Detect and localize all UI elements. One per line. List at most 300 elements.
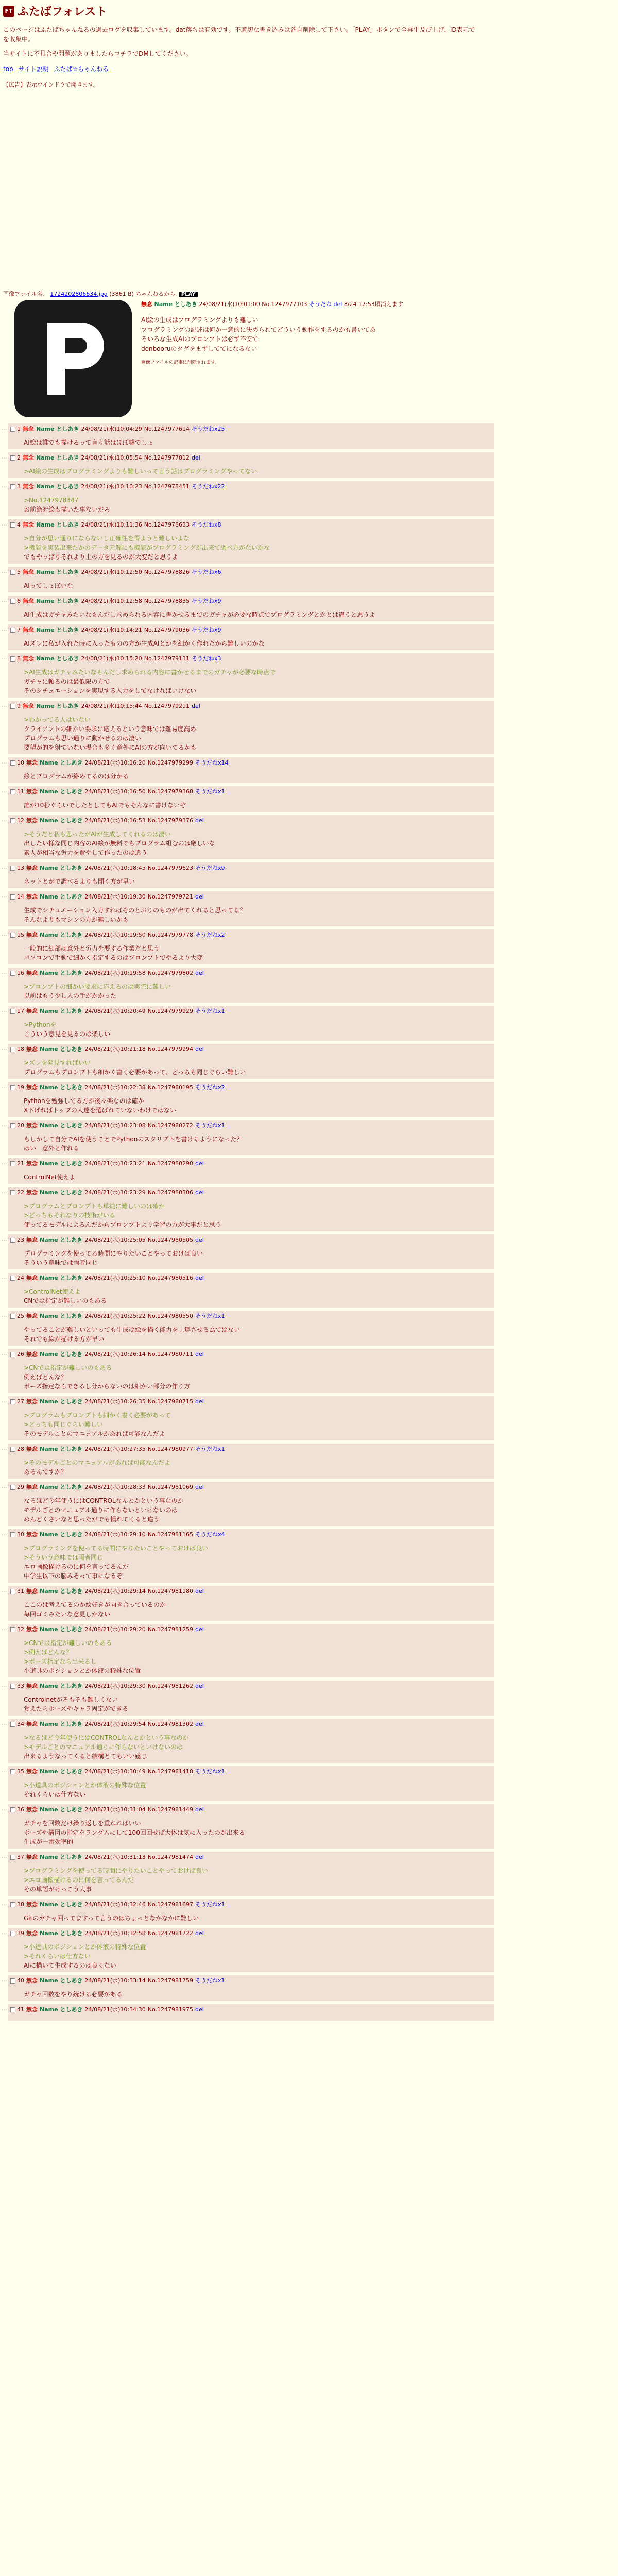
delete-checkbox[interactable] [10, 1085, 15, 1090]
delete-checkbox[interactable] [10, 971, 15, 976]
reply-number[interactable]: No.1247980306 [147, 1189, 194, 1196]
quote-line: >なるほど今年使うにはCONTROLなんとかという事なのか [24, 1734, 189, 1741]
message-line: お前絶対絵も描いた事ないだろ [24, 506, 111, 513]
reply-message [24, 496, 492, 514]
reply-number[interactable]: No.1247981722 [147, 1930, 194, 1937]
delete-checkbox[interactable] [10, 1009, 15, 1014]
reply-number[interactable]: No.1247980290 [147, 1160, 194, 1167]
reply-message [24, 610, 492, 619]
delete-checkbox[interactable] [10, 1769, 15, 1774]
reply-index: 33 [17, 1683, 24, 1689]
message-line: それくらいは仕方ない [24, 1791, 86, 1798]
reply-number[interactable]: No.1247980550 [147, 1313, 194, 1319]
reply-subject: 無念 [26, 1531, 38, 1538]
reply-number[interactable]: No.1247979131 [144, 655, 190, 662]
reply-number[interactable]: No.1247980272 [147, 1122, 194, 1129]
reply-message [24, 1325, 492, 1344]
reply-number[interactable]: No.1247981180 [147, 1588, 194, 1595]
reply-number[interactable]: No.1247978633 [144, 521, 190, 528]
delete-checkbox[interactable] [10, 570, 15, 575]
delete-checkbox[interactable] [10, 2007, 15, 2012]
reply-box [8, 929, 494, 964]
delete-checkbox[interactable] [10, 1047, 15, 1052]
reply-number[interactable]: No.1247981302 [147, 1721, 194, 1727]
sodane-button[interactable]: そうだねx1 [195, 788, 225, 795]
sodane-button[interactable]: del [192, 703, 200, 709]
reply-number[interactable]: No.1247980977 [147, 1446, 194, 1452]
delete-checkbox[interactable] [10, 1447, 15, 1452]
nav-futaba-link[interactable]: ふたば☆ちゃんねる [54, 65, 109, 73]
reply-number[interactable]: No.1247977812 [144, 454, 190, 461]
reply-number[interactable]: No.1247978826 [144, 569, 190, 575]
reply-marker: … [1, 758, 7, 765]
sodane-button[interactable]: del [195, 970, 204, 976]
sodane-button[interactable]: del [195, 1398, 204, 1405]
file-link[interactable]: 1724202806634.jpg [50, 291, 108, 297]
reply-message [24, 877, 492, 886]
quote-line: >プロンプトの細かい要求に応えるのは実際に難しい [24, 983, 171, 990]
reply-number[interactable]: No.1247981449 [147, 1806, 194, 1813]
delete-checkbox[interactable] [10, 1532, 15, 1537]
delete-checkbox[interactable] [10, 789, 15, 794]
delete-checkbox[interactable] [10, 894, 15, 900]
play-button[interactable]: PLAY [179, 292, 198, 297]
message-line: 要望が的を射ていない場合も多く意外にAIの方が向いてるかも [24, 744, 197, 751]
reply-box [8, 1396, 494, 1440]
reply-number[interactable]: No.1247979778 [147, 931, 194, 938]
quote-line: >プログラミングを使ってる時間にやりたいことやっておけば良い [24, 1545, 208, 1552]
reply-message [24, 467, 492, 476]
reply-date: 24/08/21(水)10:16:50 [84, 788, 146, 795]
sodane-button[interactable]: そうだねx2 [195, 1084, 225, 1091]
reply-number[interactable]: No.1247979036 [144, 626, 190, 633]
sodane-button[interactable]: そうだねx14 [195, 759, 229, 766]
sodane-button[interactable]: そうだねx25 [192, 426, 225, 432]
reply-number[interactable]: No.1247979929 [147, 1008, 194, 1014]
message-line: プログラムも思い通りに動かせるのは凄い [24, 735, 141, 742]
reply-index: 23 [17, 1236, 24, 1243]
reply-name: Name としあき [40, 817, 83, 824]
reply-header [10, 758, 492, 767]
nav-about-link[interactable]: サイト説明 [18, 65, 49, 73]
reply-marker: … [1, 969, 7, 975]
delete-checkbox[interactable] [10, 1855, 15, 1860]
reply-number[interactable]: No.1247981259 [147, 1626, 194, 1633]
site-logo-icon[interactable]: FT [3, 6, 14, 17]
sodane-button[interactable]: そうだねx6 [192, 569, 221, 575]
delete-checkbox[interactable] [10, 427, 15, 432]
reply-box [8, 423, 494, 449]
delete-checkbox[interactable] [10, 522, 15, 528]
delete-checkbox[interactable] [10, 1722, 15, 1727]
op-image[interactable] [14, 300, 132, 417]
reply-message [24, 1058, 492, 1077]
reply-date: 24/08/21(水)10:33:14 [84, 1977, 146, 1984]
intro-text [3, 25, 611, 58]
message-line: めんどくさいなと思ったがでも慣れてくると違う [24, 1516, 160, 1523]
sodane-button[interactable]: del [195, 817, 204, 824]
delete-checkbox[interactable] [10, 1314, 15, 1319]
sodane-button[interactable]: そうだねx1 [195, 1122, 225, 1129]
reply-header [10, 1121, 492, 1129]
reply-header [10, 1235, 492, 1244]
reply-header [10, 1274, 492, 1282]
delete-checkbox[interactable] [10, 1589, 15, 1594]
sodane-button[interactable]: そうだねx1 [195, 1977, 225, 1984]
reply-marker: … [1, 1188, 7, 1195]
reply-message [24, 1990, 492, 1999]
reply-marker: … [1, 1625, 7, 1632]
reply-date: 24/08/21(水)10:31:13 [84, 1854, 146, 1860]
reply-date: 24/08/21(水)10:32:58 [84, 1930, 146, 1937]
reply-header [10, 1445, 492, 1453]
reply-number[interactable]: No.1247979994 [147, 1046, 194, 1053]
op-number[interactable]: No.1247977103 [262, 301, 307, 308]
message-line: 覚えたらポーズやキャラ固定ができる [24, 1705, 129, 1713]
sodane-button[interactable]: del [195, 1930, 204, 1937]
sodane-button[interactable]: del [195, 1484, 204, 1490]
reply-header [10, 520, 492, 529]
sodane-button[interactable]: そうだねx8 [192, 521, 221, 528]
quote-line: >プログラムとプロンプトも単純に難しいのは確か [24, 1202, 165, 1210]
reply-marker: … [1, 1235, 7, 1242]
sodane-button[interactable]: del [192, 454, 200, 461]
reply-number[interactable]: No.1247979623 [147, 865, 194, 871]
sodane-button[interactable]: del [195, 1806, 204, 1813]
reply-name: Name としあき [40, 1930, 83, 1937]
reply-message [24, 1913, 492, 1923]
reply-number[interactable]: No.1247979299 [147, 759, 194, 766]
reply-date: 24/08/21(水)10:15:44 [81, 703, 142, 709]
reply-subject: 無念 [26, 1446, 38, 1452]
sodane-button[interactable]: そうだねx9 [192, 626, 221, 633]
reply-name: Name としあき [40, 970, 83, 976]
sodane-button[interactable]: del [195, 1275, 204, 1281]
reply-post [0, 929, 494, 964]
sodane-button[interactable]: del [195, 1189, 204, 1196]
reply-post [0, 1044, 494, 1079]
reply-index: 10 [17, 759, 24, 766]
reply-box [8, 481, 494, 516]
sodane-button[interactable]: del [195, 1721, 204, 1727]
delete-checkbox[interactable] [10, 866, 15, 871]
delete-checkbox[interactable] [10, 1807, 15, 1812]
reply-date: 24/08/21(水)10:29:14 [84, 1588, 146, 1595]
reply-subject: 無念 [26, 1768, 38, 1775]
sodane-button[interactable]: del [195, 1351, 204, 1358]
title-row [3, 3, 611, 19]
reply-number[interactable]: No.1247980505 [147, 1236, 194, 1243]
reply-date: 24/08/21(水)10:25:10 [84, 1275, 146, 1281]
reply-subject: 無念 [23, 569, 34, 575]
sodane-button[interactable]: そうだね [309, 301, 332, 308]
sodane-button[interactable]: del [195, 1854, 204, 1860]
reply-index: 27 [17, 1398, 24, 1405]
reply-message [24, 1363, 492, 1391]
reply-date: 24/08/21(水)10:29:30 [84, 1683, 146, 1689]
sodane-button[interactable]: del [195, 893, 204, 900]
reply-number[interactable]: No.1247981418 [147, 1768, 194, 1775]
reply-message [24, 1173, 492, 1182]
delete-checkbox[interactable] [10, 1684, 15, 1689]
reply-post [0, 1187, 494, 1231]
reply-message [24, 1249, 492, 1267]
delete-checkbox[interactable] [10, 704, 15, 709]
message-line: 出したい様な同じ内容のAI絵が無料でもプログラム組むのは厳しいな [24, 840, 215, 847]
reply-number[interactable]: No.1247977614 [144, 426, 190, 432]
reply-marker: … [1, 1530, 7, 1537]
message-line: 以前はもう少し人の手がかかった [24, 992, 117, 999]
reply-number[interactable]: No.1247979376 [147, 817, 194, 824]
reply-box [8, 1311, 494, 1346]
reply-marker: … [1, 1350, 7, 1357]
reply-marker: … [1, 520, 7, 527]
reply-name: Name としあき [40, 1721, 83, 1727]
reply-message [24, 906, 492, 924]
reply-header [10, 1159, 492, 1167]
reply-message [24, 772, 492, 781]
reply-header [10, 568, 492, 576]
reply-subject: 無念 [26, 970, 38, 976]
reply-name: Name としあき [36, 703, 79, 709]
reply-number[interactable]: No.1247981262 [147, 1683, 194, 1689]
reply-box [8, 567, 494, 592]
sodane-button[interactable]: del [195, 1160, 204, 1167]
reply-number[interactable]: No.1247980711 [147, 1351, 194, 1358]
sodane-button[interactable]: そうだねx1 [195, 1313, 225, 1319]
delete-checkbox[interactable] [10, 628, 15, 633]
reply-number[interactable]: No.1247979368 [147, 788, 194, 795]
sodane-button[interactable]: そうだねx9 [192, 598, 221, 604]
reply-post [0, 1444, 494, 1479]
delete-checkbox[interactable] [10, 818, 15, 823]
reply-number[interactable]: No.1247981759 [147, 1977, 194, 1984]
reply-subject: 無念 [23, 598, 34, 604]
op-name: Name としあき [154, 301, 197, 308]
reply-subject: 無念 [26, 865, 38, 871]
reply-number[interactable]: No.1247981975 [147, 2006, 194, 2013]
reply-name: Name としあき [40, 1189, 83, 1196]
delete-checkbox[interactable] [10, 1931, 15, 1936]
quote-line: >Pythonを [24, 1021, 57, 1028]
reply-message [24, 1411, 492, 1438]
delete-checkbox[interactable] [10, 1276, 15, 1281]
reply-box [8, 1529, 494, 1583]
sodane-button[interactable]: そうだねx22 [192, 483, 225, 490]
reply-header [10, 1312, 492, 1320]
reply-name: Name としあき [40, 1446, 83, 1452]
reply-date: 24/08/21(水)10:27:35 [84, 1446, 146, 1452]
reply-post [0, 1624, 494, 1677]
reply-date: 24/08/21(水)10:12:58 [81, 598, 142, 604]
delete-checkbox[interactable] [10, 1238, 15, 1243]
sodane-button[interactable]: そうだねx9 [195, 865, 225, 871]
op-line: プログラミングの記述は何か一意的に決められてどういう動作をするのかも書いてあ [141, 326, 376, 333]
sodane-button[interactable]: そうだねx1 [195, 1901, 225, 1908]
reply-subject: 無念 [26, 2006, 38, 2013]
reply-box [8, 624, 494, 650]
sodane-button[interactable]: del [195, 1626, 204, 1633]
reply-date: 24/08/21(水)10:19:50 [84, 931, 146, 938]
message-line: クライアントの細かい要求に応えるという意味では難易度高め [24, 725, 196, 733]
reply-post [0, 786, 494, 812]
reply-number[interactable]: No.1247979211 [144, 703, 190, 709]
message-line: でもやっぱりそれより上の方を見るのが大変だと思うよ [24, 553, 179, 561]
reply-date: 24/08/21(水)10:15:20 [81, 655, 142, 662]
reply-date: 24/08/21(水)10:34:30 [84, 2006, 146, 2013]
reply-number[interactable]: No.1247980195 [147, 1084, 194, 1091]
reply-box [8, 1719, 494, 1763]
delete-checkbox[interactable] [10, 484, 15, 489]
reply-subject: 無念 [23, 703, 34, 709]
file-label: 画像ファイル名： [3, 291, 48, 297]
delete-checkbox[interactable] [10, 1978, 15, 1984]
message-line: ガチャに頼るのは最低限の方で [24, 678, 110, 685]
reply-name: Name としあき [40, 1351, 83, 1358]
delete-checkbox[interactable] [10, 760, 15, 766]
reply-header [10, 702, 492, 710]
sodane-button[interactable]: del [195, 2006, 204, 2013]
delete-checkbox[interactable] [10, 1485, 15, 1490]
delete-checkbox[interactable] [10, 599, 15, 604]
message-line: X下げればトップの人達を選ばれていないわけではない [24, 1107, 176, 1114]
reply-subject: 無念 [26, 893, 38, 900]
reply-header [10, 1805, 492, 1814]
reply-message [24, 982, 492, 1001]
sodane-button[interactable]: そうだねx1 [195, 1008, 225, 1014]
delete-checkbox[interactable] [10, 1190, 15, 1195]
reply-header [10, 1720, 492, 1728]
message-line: ControlNet使えよ [24, 1174, 76, 1181]
delete-checkbox[interactable] [10, 933, 15, 938]
reply-box [8, 596, 494, 621]
reply-box [8, 1187, 494, 1231]
sodane-button[interactable]: そうだねx2 [195, 931, 225, 938]
reply-message [24, 829, 492, 857]
message-line: ガチャを回数だけ繰り返しを重ねればいい [24, 1820, 141, 1827]
reply-marker: … [1, 1900, 7, 1907]
sodane-button[interactable]: そうだねx3 [192, 655, 221, 662]
delete-checkbox[interactable] [10, 1352, 15, 1357]
delete-checkbox[interactable] [10, 1902, 15, 1907]
reply-date: 24/08/21(水)10:16:53 [84, 817, 146, 824]
reply-header [10, 453, 492, 462]
delete-checkbox[interactable] [10, 1399, 15, 1404]
reply-number[interactable]: No.1247981069 [147, 1484, 194, 1490]
intro-line: このページはふたばちゃんねるの過去ログを収集しています。dat落ちは有効です。不適切な書き込みは各自削除して下さい。「PLAY」ボタンで全再生及び上げ、ID表示で [3, 26, 475, 33]
nav-top-link[interactable]: top [3, 65, 13, 73]
reply-date: 24/08/21(水)10:25:22 [84, 1313, 146, 1319]
reply-number[interactable]: No.1247979802 [147, 970, 194, 976]
reply-message [24, 1134, 492, 1153]
reply-marker: … [1, 1121, 7, 1128]
reply-subject: 無念 [26, 1160, 38, 1167]
reply-box [8, 862, 494, 888]
nav-links [3, 64, 611, 73]
delete-checkbox[interactable] [10, 455, 15, 461]
sodane-button[interactable]: del [195, 1236, 204, 1243]
reply-message [24, 1287, 492, 1306]
reply-box [8, 1766, 494, 1801]
reply-date: 24/08/21(水)10:05:54 [81, 454, 142, 461]
quote-line: >AI絵の生成はプログラミングよりも難しいって言う話はプログラミングやってない [24, 468, 258, 475]
reply-date: 24/08/21(水)10:04:29 [81, 426, 142, 432]
message-line: 出来るようなってくると結構とてもいい感じ [24, 1753, 148, 1760]
reply-index: 25 [17, 1313, 24, 1319]
reply-post [0, 2004, 494, 2021]
quote-line: >自分が思い通りにならないし正確性を得ようと難しいよな [24, 535, 190, 542]
quote-line: >機能を実装出来たかのデータ元解にも機能がプログラミングが出来て調べ方がないかな [24, 544, 270, 551]
reply-box [8, 815, 494, 859]
delete-checkbox[interactable] [10, 1161, 15, 1166]
sodane-button[interactable]: del [195, 1683, 204, 1689]
reply-header [10, 930, 492, 939]
reply-marker: … [1, 1445, 7, 1451]
sodane-button[interactable]: そうだねx1 [195, 1768, 225, 1775]
reply-header [10, 654, 492, 663]
reply-subject: 無念 [26, 931, 38, 938]
reply-number[interactable]: No.1247979721 [147, 893, 194, 900]
reply-number[interactable]: No.1247981474 [147, 1854, 194, 1860]
reply-index: 28 [17, 1446, 24, 1452]
reply-header [10, 1083, 492, 1091]
sodane-button[interactable]: del [195, 1046, 204, 1053]
message-line: その単語がけっこう大事 [24, 1886, 92, 1893]
reply-box [8, 1234, 494, 1269]
reply-marker: … [1, 892, 7, 899]
reply-number[interactable]: No.1247978835 [144, 598, 190, 604]
reply-post [0, 1586, 494, 1621]
reply-post [0, 1928, 494, 1972]
reply-post [0, 1273, 494, 1308]
reply-index: 18 [17, 1046, 24, 1053]
reply-number[interactable]: No.1247980516 [147, 1275, 194, 1281]
message-line: ネットとかで調べるよりも聞く方が早い [24, 878, 135, 885]
reply-index: 13 [17, 865, 24, 871]
sodane-button[interactable]: そうだねx1 [195, 1446, 225, 1452]
reply-box [8, 1006, 494, 1041]
reply-post [0, 968, 494, 1003]
delete-checkbox[interactable] [10, 1123, 15, 1128]
message-line: 毎回ゴミみたいな意見しかない [24, 1611, 111, 1618]
reply-number[interactable]: No.1247980715 [147, 1398, 194, 1405]
reply-number[interactable]: No.1247981697 [147, 1901, 194, 1908]
reply-subject: 無念 [26, 817, 38, 824]
quote-line: >どっちもそれなりの技術がいる [24, 1212, 115, 1219]
delete-checkbox[interactable] [10, 1627, 15, 1632]
message-line: 一般的に細部は意外と労力を要する作業だと思う [24, 945, 160, 952]
reply-subject: 無念 [26, 1189, 38, 1196]
site-title[interactable]: ふたばフォレスト [18, 5, 108, 19]
sodane-button[interactable]: そうだねx4 [195, 1531, 225, 1538]
reply-message [24, 1819, 492, 1846]
message-line: こういう意見を見るのは楽しい [24, 1030, 111, 1038]
delete-checkbox[interactable] [10, 656, 15, 662]
sodane-button[interactable]: del [195, 1588, 204, 1595]
reply-post [0, 1158, 494, 1184]
reply-number[interactable]: No.1247978451 [144, 483, 190, 490]
message-line: ここのは考えてるのか絵好きが向き合っているのか [24, 1601, 166, 1608]
p-letter-icon [37, 317, 109, 400]
del-button[interactable]: del [333, 301, 342, 308]
reply-index: 21 [17, 1160, 24, 1167]
reply-post [0, 1766, 494, 1801]
reply-marker: … [1, 930, 7, 937]
message-line: 誰が10秒ぐらいでしたとしてもAIでもそんなに書けないぞ [24, 802, 186, 809]
reply-subject: 無念 [26, 1721, 38, 1727]
reply-subject: 無念 [26, 1977, 38, 1984]
reply-number[interactable]: No.1247981165 [147, 1531, 194, 1538]
